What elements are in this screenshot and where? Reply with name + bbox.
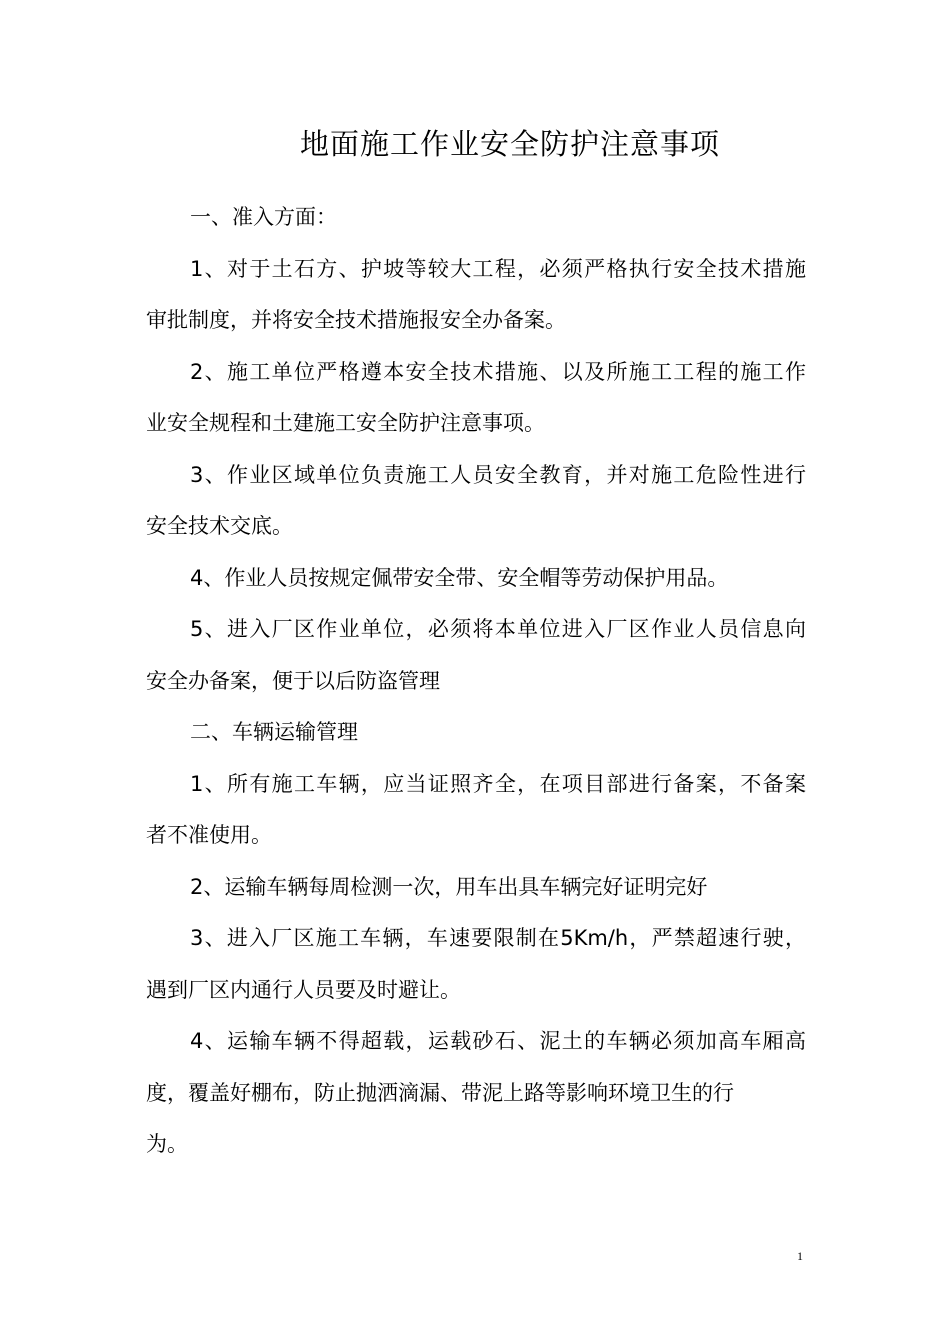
- body-line: 审批制度，并将安全技术措施报安全办备案。: [146, 308, 566, 332]
- body-line: 遇到厂区内通行人员要及时避让。: [146, 977, 461, 1002]
- body-line: 2、施工单位严格遵本安全技术措施、以及所施工工程的施工作: [190, 359, 806, 384]
- body-line: 1、对于土石方、护坡等较大工程，必须严格执行安全技术措施: [190, 256, 806, 281]
- body-line: 二、车辆运输管理: [190, 720, 358, 744]
- body-line: 者不准使用。: [146, 823, 272, 847]
- body-line: 5、进入厂区作业单位，必须将本单位进入厂区作业人员信息向: [190, 617, 806, 641]
- body-line: 一、准入方面：: [190, 205, 337, 229]
- page-number: 1: [797, 1249, 803, 1263]
- body-line: 为。: [146, 1132, 188, 1156]
- body-line: 3、作业区域单位负责施工人员安全教育，并对施工危险性进行: [190, 462, 806, 487]
- body-line: 1、所有施工车辆，应当证照齐全，在项目部进行备案，不备案: [190, 771, 806, 796]
- body-line: 2、运输车辆每周检测一次，用车出具车辆完好证明完好: [190, 874, 708, 899]
- document-body: [146, 192, 806, 1171]
- body-line: 度，覆盖好棚布，防止抛洒滴漏、带泥上路等影响环境卫生的行: [146, 1080, 734, 1105]
- body-line: 4、作业人员按规定佩带安全带、安全帽等劳动保护用品。: [190, 565, 729, 590]
- body-line: 业安全规程和土建施工安全防护注意事项。: [146, 411, 545, 435]
- body-line: 安全办备案，便于以后防盗管理: [146, 668, 440, 693]
- document-title: 地面施工作业安全防护注意事项: [299, 127, 720, 161]
- body-line: 4、运输车辆不得超载，运载砂石、泥土的车辆必须加高车厢高: [190, 1029, 806, 1053]
- body-line: 安全技术交底。: [146, 514, 293, 538]
- body-line: 3、进入厂区施工车辆，车速要限制在5Km/h，严禁超速行驶，: [190, 926, 806, 950]
